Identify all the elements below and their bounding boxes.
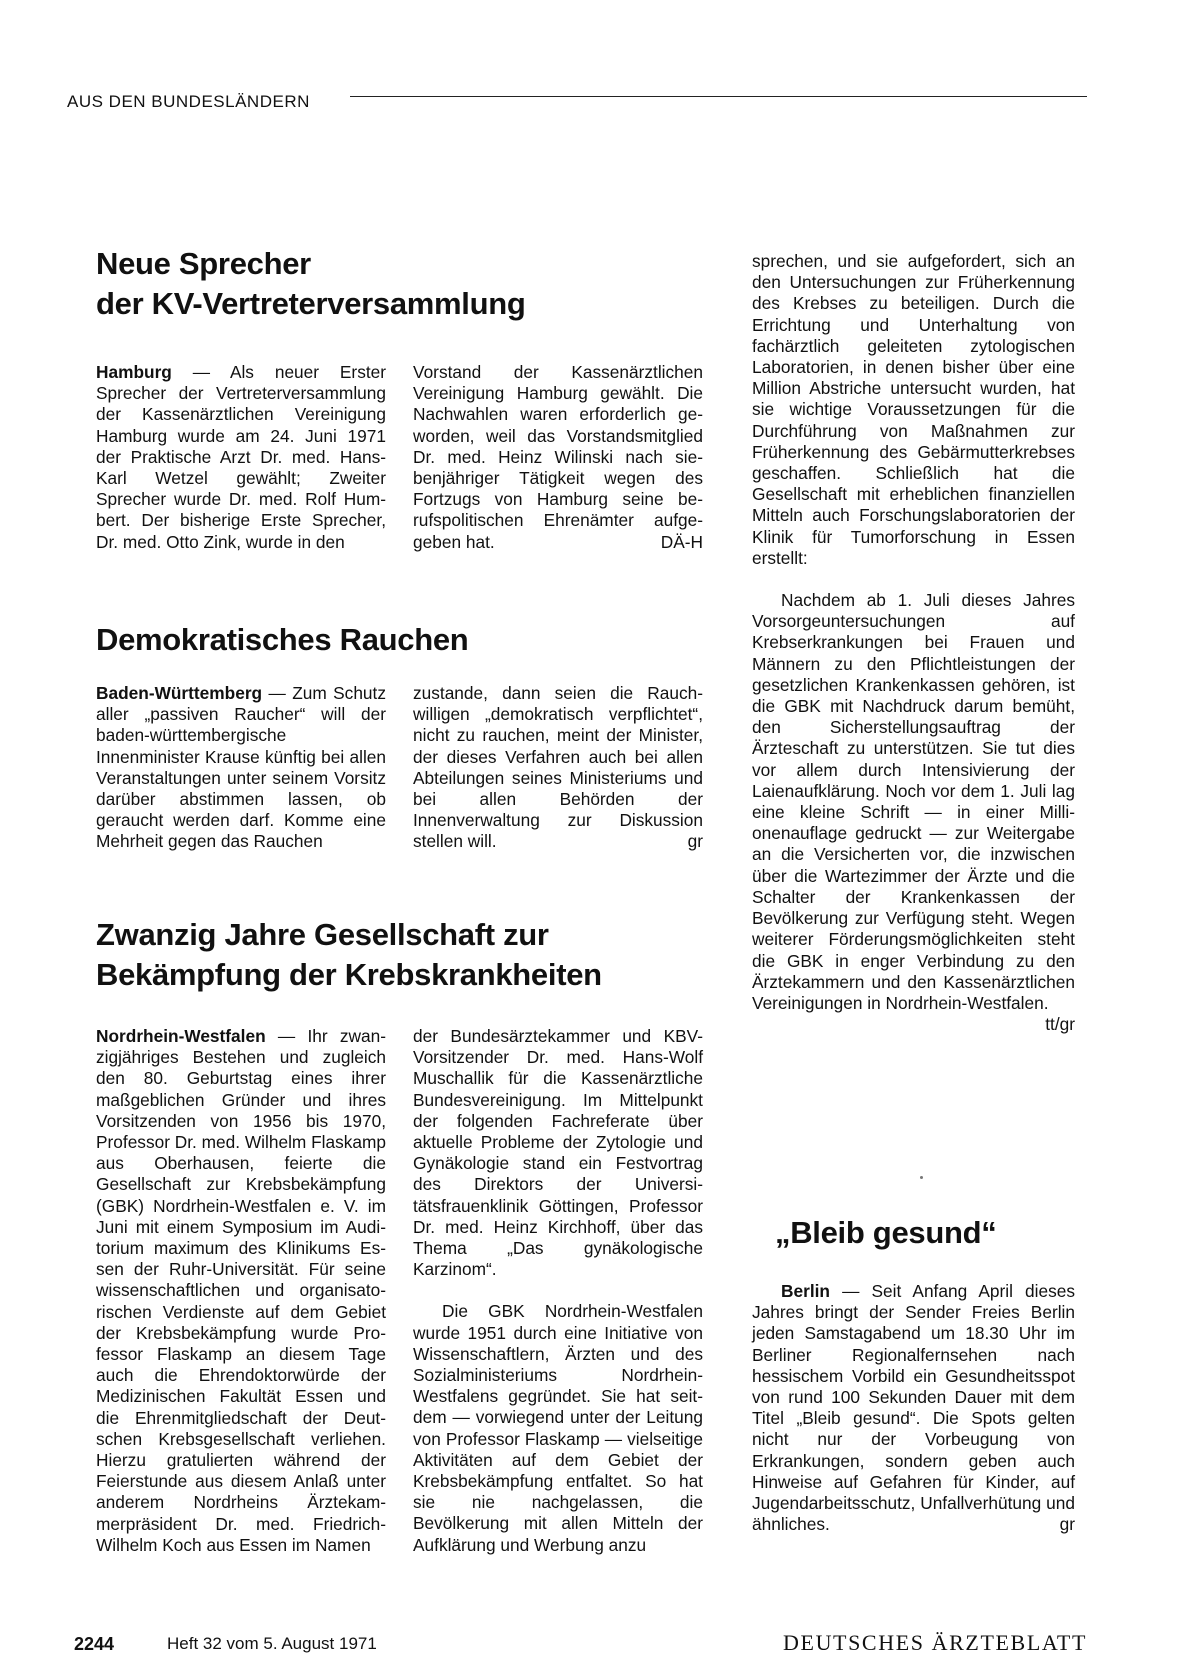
kv-text-1: — Als neuer Erster Sprecher der Vertreterversammlung der Kassenärztlichen Vereinigung Hamburg wurde am 24. Juni 1971 der Praktische Arzt Dr. med. Hans-Karl Wetzel gewählt; Zweiter Sprecher wurde Dr. med. Rolf Humbert. Der bisherige Erste Sprecher, Dr. med. Otto Zink, wurde in den — [96, 362, 386, 552]
kv-column-2 — [413, 362, 703, 553]
gbk-column-2 — [413, 1026, 703, 1556]
rauchen-signature: gr — [687, 831, 703, 852]
rauchen-column-2 — [413, 683, 703, 853]
masthead: DEUTSCHES ÄRZTEBLATT — [783, 1630, 1087, 1655]
headline-kv-line-2: der KV-Vertreterversammlung — [96, 286, 526, 321]
gbk-place: Nordrhein-Westfalen — [96, 1026, 266, 1046]
kv-paragraph-1 — [96, 362, 386, 553]
separator-dot — [920, 1176, 923, 1179]
rauchen-column-1 — [96, 683, 386, 853]
bleib-paragraph — [752, 1281, 1075, 1535]
gbk-signature: tt/gr — [1045, 1014, 1075, 1035]
rauchen-paragraph-1 — [96, 683, 386, 853]
rauchen-place: Baden-Württemberg — [96, 683, 263, 703]
section-label: AUS DEN BUNDESLÄNDERN — [67, 92, 310, 111]
gbk-paragraph-1 — [96, 1026, 386, 1556]
gbk-text-1: — Ihr zwanzigjähriges Bestehen und zugleich den 80. Geburtstag eines ihrer maßgeblichen Gründer und ihres Vorsitzenden von 1956 bis 1970, Professor Dr. med. Wilhelm Flaskamp aus Oberhausen, feierte die Gesellschaft zur Krebsbekämpfung (GBK) Nordrhein-Westfalen e. V. im Juni mit einem Symposium im Auditorium maximum des Klinikums Essen der Ruhr-Universität. Für seine wissenschaftlichen und organisatorischen Verdienste auf dem Gebiet der Krebsbekämpfung wurde Professor Flaskamp an diesem Tage auch die Ehrendoktorwürde der Medizinischen Fakultät Essen und die Ehrenmitgliedschaft der Deutschen Krebsgesellschaft verliehen. Hierzu gratulierten während der Feierstunde aus diesem Anlaß unter anderem Nordrheins Ärztekammerpräsident Dr. med. Friedrich-Wilhelm Koch aus Essen im Namen — [96, 1026, 387, 1555]
kv-column-1 — [96, 362, 386, 553]
issue-info: Heft 32 vom 5. August 1971 — [167, 1634, 377, 1653]
headline-gbk-line-1: Zwanzig Jahre Gesellschaft zur — [96, 917, 549, 952]
headline-kv-line-1: Neue Sprecher — [96, 246, 311, 281]
headline-rauchen: Demokratisches Rauchen — [96, 622, 469, 657]
headline-kv — [96, 244, 656, 324]
header-rule — [350, 96, 1087, 97]
bleib-signature: gr — [1059, 1514, 1075, 1535]
gbk-column-3 — [752, 251, 1075, 1035]
bleib-place: Berlin — [781, 1281, 830, 1301]
gbk-paragraph-3: Die GBK Nordrhein-Westfalen wurde 1951 durch eine Initiative von Wissenschaftlern, Ärzten und des Sozialministeriums Nordrhein-Westfalens gegründet. Sie hat seitdem — vorwiegend unter der Leitung von Professor Flaskamp — vielseitige Aktivitäten auf dem Gebiet der Krebsbekämpfung entfaltet. So hat sie nie nachgelassen, die Bevölkerung mit allen Mitteln der Aufklärung und Werbung anzu — [413, 1301, 703, 1555]
kv-signature: DÄ-H — [660, 531, 703, 552]
kv-text-2: Vorstand der Kassenärztlichen Vereinigung Hamburg gewählt. Die Nachwahlen waren erforderlich geworden, weil das Vorstandsmitglied Dr. med. Heinz Wilinski nach siebenjähriger Tätigkeit wegen des Fortzugs von Hamburg seine berufspolitischen Ehrenämter aufgegeben hat. — [413, 362, 703, 552]
gbk-paragraph-5 — [752, 590, 1075, 1035]
kv-paragraph-2 — [413, 362, 703, 553]
gbk-text-5: Nachdem ab 1. Juli dieses Jahres Vorsorgeuntersuchungen auf Krebserkrankungen bei Frauen und Männern zu den Pflichtleistungen der gesetzlichen Krankenkassen gehören, ist die GBK mit Nachdruck darum bemüht, den Sicherstellungsauftrag der Ärzteschaft zu unterstützen. Sie tut dies vor allem durch Intensivierung der Laienaufklärung. Noch vor dem 1. Juli lag eine kleine Schrift — in einer Millionenauflage gedruckt — zur Weitergabe an die Versicherten vor, die inzwischen über die Wartezimmer der Ärzte und die Schalter der Krankenkassen der Bevölkerung zur Verfügung steht. Wegen weiterer Förderungsmöglichkeiten steht die GBK in enger Verbindung zu den Ärztekammern und den Kassenärztlichen Vereinigungen in Nordrhein-Westfalen. — [752, 590, 1075, 1013]
kv-place: Hamburg — [96, 362, 172, 382]
rauchen-text-2: zustande, dann seien die Rauchwilligen „demokratisch verpflichtet“, nicht zu rauchen, meint der Minister, der dieses Verfahren auch bei allen Abteilungen seines Ministeriums und bei allen Behörden der Innenverwaltung zur Diskussion stellen will. — [413, 683, 703, 852]
headline-gbk — [96, 915, 696, 995]
rauchen-paragraph-2 — [413, 683, 703, 853]
gbk-paragraph-2: der Bundesärztekammer und KBV-Vorsitzender Dr. med. Hans-Wolf Muschallik für die Kassenärztliche Bundesvereinigung. Im Mittelpunkt der folgenden Fachreferate über aktuelle Probleme der Zytologie und Gynäkologie stand ein Festvortrag des Direktors der Universitätsfrauenklinik Göttingen, Professor Dr. med. Heinz Kirchhoff, über das Thema „Das gynäkologische Karzinom“. — [413, 1026, 703, 1280]
bleib-text: — Seit Anfang April dieses Jahres bringt der Sender Freies Berlin jeden Samstagabend um 18.30 Uhr im Berliner Regionalfernsehen nach hessischem Vorbild ein Gesundheitsspot von rund 100 Sekunden Dauer mit dem Titel „Bleib gesund“. Die Spots gelten nicht nur der Vorbeugung von Erkrankungen, sondern geben auch Hinweise auf Gefahren für Kinder, auf Jugendarbeitsschutz, Unfallverhütung und ähnliches. — [752, 1281, 1075, 1535]
rauchen-text-1: — Zum Schutz aller „passiven Raucher“ will der baden-württembergische Innenminister Krause künftig bei allen Veranstaltungen unter seinem Vorsitz darüber abstimmen lassen, ob geraucht werden darf. Komme eine Mehrheit gegen das Rauchen — [96, 683, 386, 852]
headline-gbk-line-2: Bekämpfung der Krebskrankheiten — [96, 957, 602, 992]
page-number: 2244 — [74, 1634, 115, 1654]
gbk-paragraph-4: sprechen, und sie aufgefordert, sich an den Untersuchungen zur Früherkennung des Krebses zu beteiligen. Durch die Errichtung und Unterhaltung von fachärztlich geleiteten zytologischen Laboratorien, in denen bisher über eine Million Abstriche untersucht wurden, hat sie wichtige Voraussetzungen für die Durchführung von Maßnahmen zur Früherkennung des Gebärmutterkrebses geschaffen. Schließlich hat die Gesellschaft mit erheblichen finanziellen Mitteln auch Forschungslaboratorien der Klinik für Tumorforschung in Essen erstellt: — [752, 251, 1075, 568]
headline-bleib: „Bleib gesund“ — [775, 1215, 997, 1250]
bleib-column — [752, 1281, 1075, 1535]
gbk-column-1 — [96, 1026, 386, 1556]
